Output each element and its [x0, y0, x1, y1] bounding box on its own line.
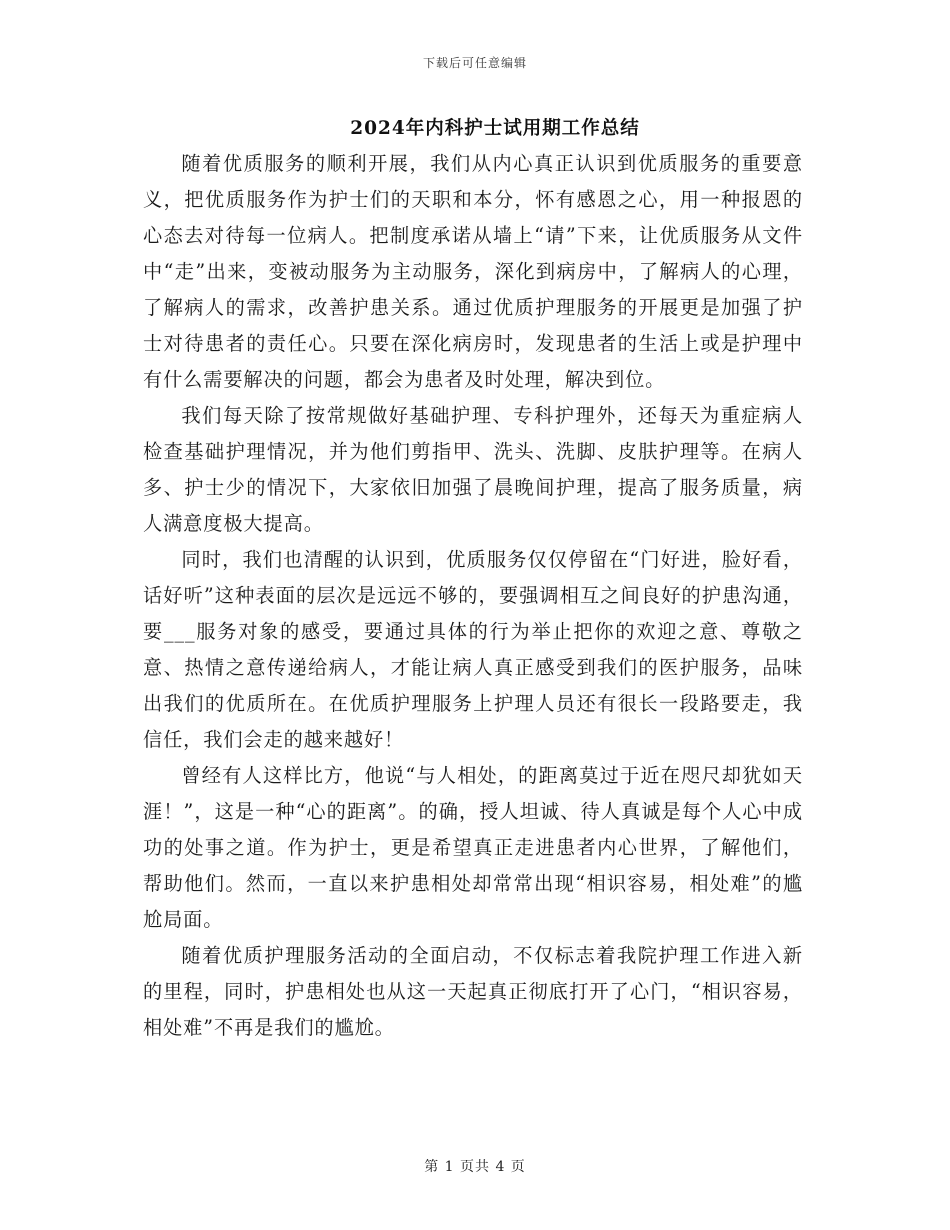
paragraph-2: 我们每天除了按常规做好基础护理、专科护理外，还每天为重症病人检查基础护理情况，并为他们剪指甲、洗头、洗脚、皮肤护理等。在病人多、护士少的情况下，大家依旧加强了晨晚间护理，提高了服务质量，病人满意度极大提高。 — [143, 404, 803, 535]
paragraph-3: 同时，我们也清醒的认识到，优质服务仅仅停留在“门好进，脸好看，话好听”这种表面的层次是远远不够的，要强调相互之间良好的护患沟通，要___服务对象的感受，要通过具体的行为举止把你的欢迎之意、尊敬之意、热情之意传递给病人，才能让病人真正感受到我们的医护服务，品味出我们的优质所在。在优质护理服务上护理人员还有很长一段路要走，我信任，我们会走的越来越好！ — [143, 548, 803, 751]
document-body — [143, 146, 803, 1046]
page-number: 第 1 页共 4 页 — [424, 1159, 526, 1175]
paragraph-4: 曾经有人这样比方，他说“与人相处，的距离莫过于近在咫尺却犹如天涯！”，这是一种“心的距离”。的确，授人坦诚、待人真诚是每个人心中成功的处事之道。作为护士，更是希望真正走进患者内心世界，了解他们，帮助他们。然而，一直以来护患相处却常常出现“相识容易，相处难”的尴尬局面。 — [143, 764, 803, 931]
paragraph-5: 随着优质护理服务活动的全面启动，不仅标志着我院护理工作进入新的里程，同时，护患相处也从这一天起真正彻底打开了心门，“相识容易，相处难”不再是我们的尴尬。 — [143, 944, 803, 1039]
paragraph-1: 随着优质服务的顺利开展，我们从内心真正认识到优质服务的重要意义，把优质服务作为护士们的天职和本分，怀有感恩之心，用一种报恩的心态去对待每一位病人。把制度承诺从墙上“请”下来，让优质服务从文件中“走”出来，变被动服务为主动服务，深化到病房中，了解病人的心理，了解病人的需求，改善护患关系。通过优质护理服务的开展更是加强了护士对待患者的责任心。只要在深化病房时，发现患者的生活上或是护理中有什么需要解决的问题，都会为患者及时处理，解决到位。 — [143, 152, 803, 391]
header-note: 下载后可任意编辑 — [422, 56, 527, 70]
document-title: 2024年内科护士试用期工作总结 — [350, 118, 640, 139]
